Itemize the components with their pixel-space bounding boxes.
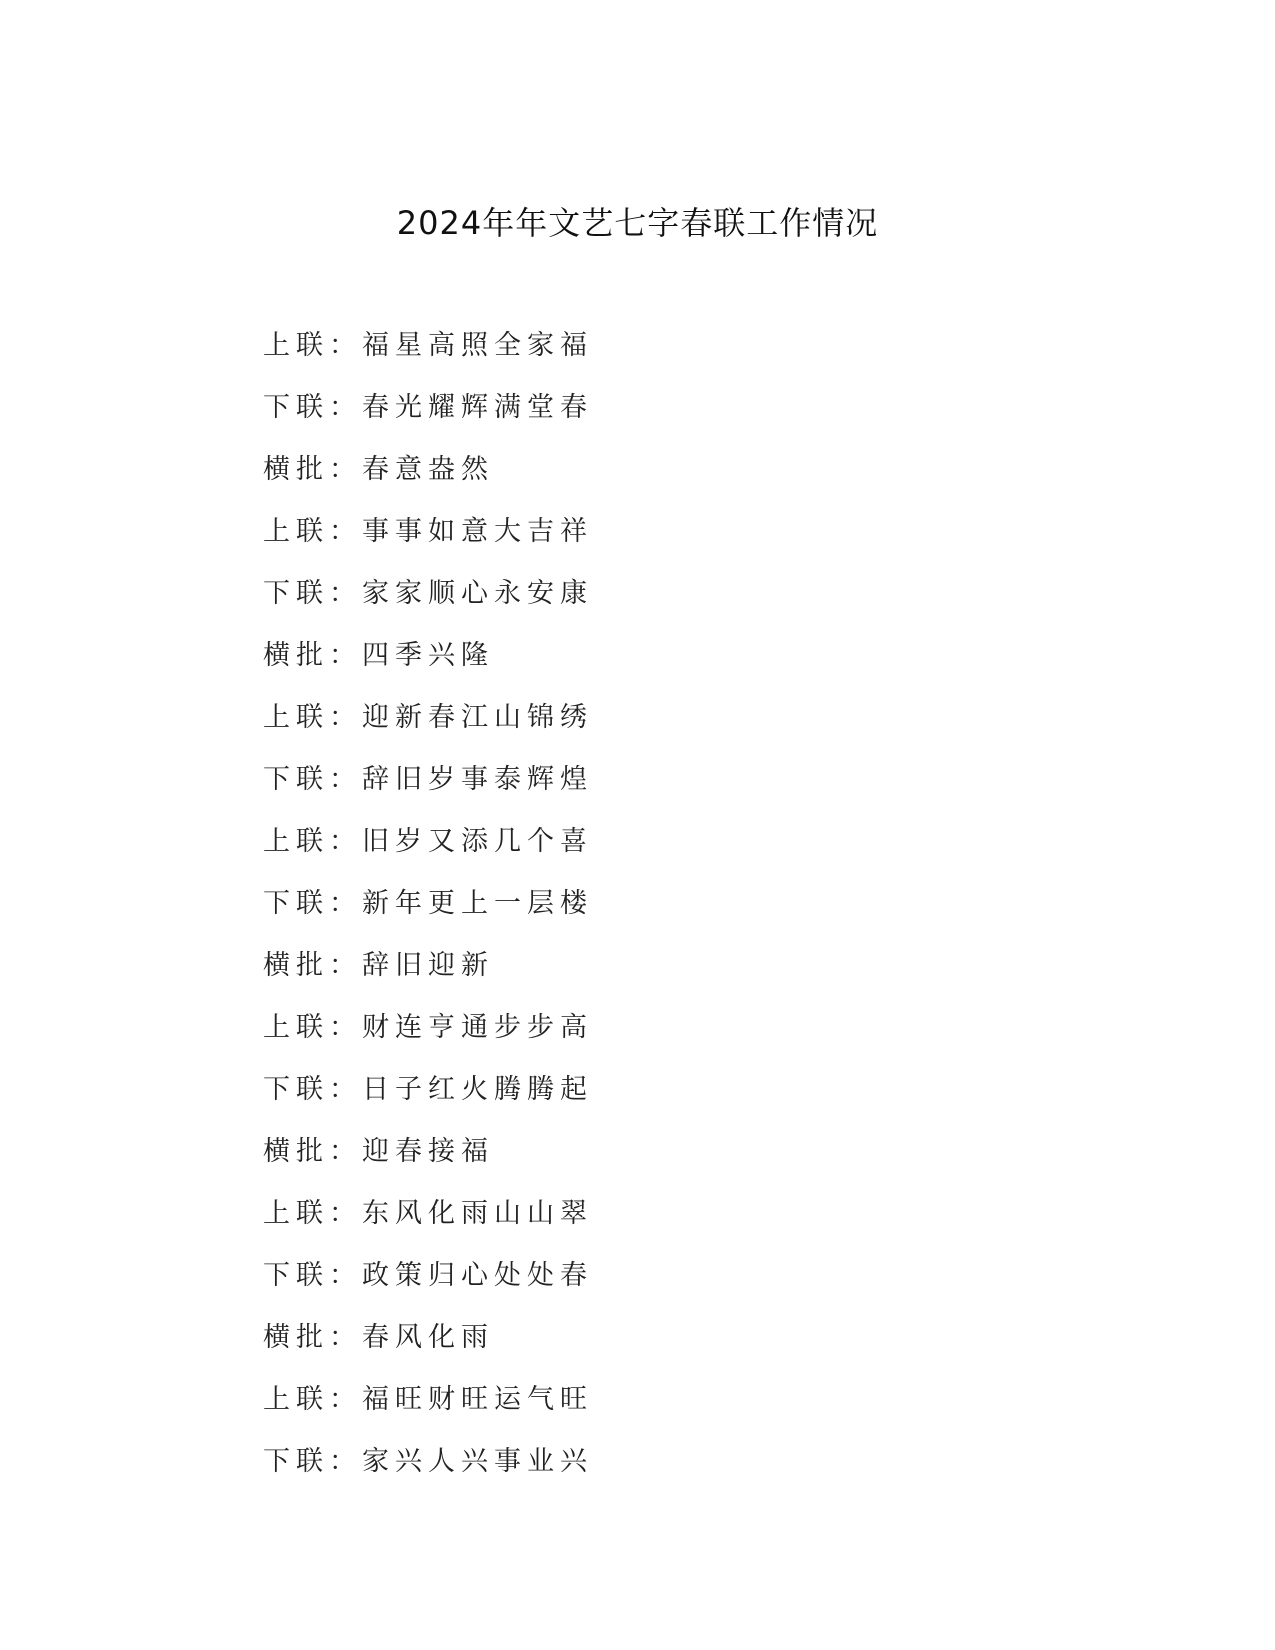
list-item	[263, 640, 593, 702]
line-separator: ：	[329, 1198, 362, 1229]
line-text: 新年更上一层楼	[362, 888, 593, 919]
line-text: 东风化雨山山翠	[362, 1198, 593, 1229]
list-item	[263, 1136, 593, 1198]
list-item	[263, 1446, 593, 1508]
couplet-list	[263, 330, 593, 1508]
line-text: 家家顺心永安康	[362, 578, 593, 609]
line-text: 事事如意大吉祥	[362, 516, 593, 547]
line-separator: ：	[329, 764, 362, 795]
line-text: 家兴人兴事业兴	[362, 1446, 593, 1477]
line-label: 上联	[263, 702, 329, 733]
line-text: 政策归心处处春	[362, 1260, 593, 1291]
line-separator: ：	[329, 516, 362, 547]
list-item	[263, 330, 593, 392]
line-separator: ：	[329, 1012, 362, 1043]
line-separator: ：	[329, 1260, 362, 1291]
line-label: 下联	[263, 888, 329, 919]
line-separator: ：	[329, 640, 362, 671]
line-label: 横批	[263, 950, 329, 981]
list-item	[263, 1012, 593, 1074]
line-label: 横批	[263, 1136, 329, 1167]
line-text: 福星高照全家福	[362, 330, 593, 361]
line-text: 四季兴隆	[362, 640, 494, 671]
line-label: 下联	[263, 1446, 329, 1477]
line-separator: ：	[329, 702, 362, 733]
line-separator: ：	[329, 888, 362, 919]
list-item	[263, 1322, 593, 1384]
line-label: 上联	[263, 1012, 329, 1043]
line-text: 迎春接福	[362, 1136, 494, 1167]
list-item	[263, 950, 593, 1012]
list-item	[263, 516, 593, 578]
line-label: 横批	[263, 1322, 329, 1353]
line-label: 上联	[263, 1198, 329, 1229]
list-item	[263, 454, 593, 516]
line-text: 福旺财旺运气旺	[362, 1384, 593, 1415]
list-item	[263, 764, 593, 826]
line-label: 横批	[263, 454, 329, 485]
line-separator: ：	[329, 950, 362, 981]
line-text: 日子红火腾腾起	[362, 1074, 593, 1105]
line-label: 下联	[263, 1260, 329, 1291]
line-text: 春光耀辉满堂春	[362, 392, 593, 423]
list-item	[263, 578, 593, 640]
list-item	[263, 1260, 593, 1322]
line-label: 上联	[263, 826, 329, 857]
list-item	[263, 1384, 593, 1446]
line-separator: ：	[329, 826, 362, 857]
line-separator: ：	[329, 578, 362, 609]
line-label: 横批	[263, 640, 329, 671]
line-separator: ：	[329, 330, 362, 361]
line-text: 迎新春江山锦绣	[362, 702, 593, 733]
line-text: 旧岁又添几个喜	[362, 826, 593, 857]
list-item	[263, 1074, 593, 1136]
line-label: 下联	[263, 764, 329, 795]
line-label: 下联	[263, 1074, 329, 1105]
list-item	[263, 702, 593, 764]
line-text: 春风化雨	[362, 1322, 494, 1353]
list-item	[263, 1198, 593, 1260]
line-separator: ：	[329, 1446, 362, 1477]
list-item	[263, 888, 593, 950]
line-label: 上联	[263, 1384, 329, 1415]
line-separator: ：	[329, 1322, 362, 1353]
line-label: 下联	[263, 578, 329, 609]
line-text: 财连亨通步步高	[362, 1012, 593, 1043]
line-separator: ：	[329, 392, 362, 423]
line-text: 春意盎然	[362, 454, 494, 485]
line-separator: ：	[329, 1074, 362, 1105]
line-label: 上联	[263, 330, 329, 361]
line-separator: ：	[329, 454, 362, 485]
line-label: 下联	[263, 392, 329, 423]
line-label: 上联	[263, 516, 329, 547]
list-item	[263, 392, 593, 454]
line-text: 辞旧迎新	[362, 950, 494, 981]
line-separator: ：	[329, 1136, 362, 1167]
line-text: 辞旧岁事泰辉煌	[362, 764, 593, 795]
list-item	[263, 826, 593, 888]
page-title: 2024年年文艺七字春联工作情况	[396, 204, 879, 242]
line-separator: ：	[329, 1384, 362, 1415]
